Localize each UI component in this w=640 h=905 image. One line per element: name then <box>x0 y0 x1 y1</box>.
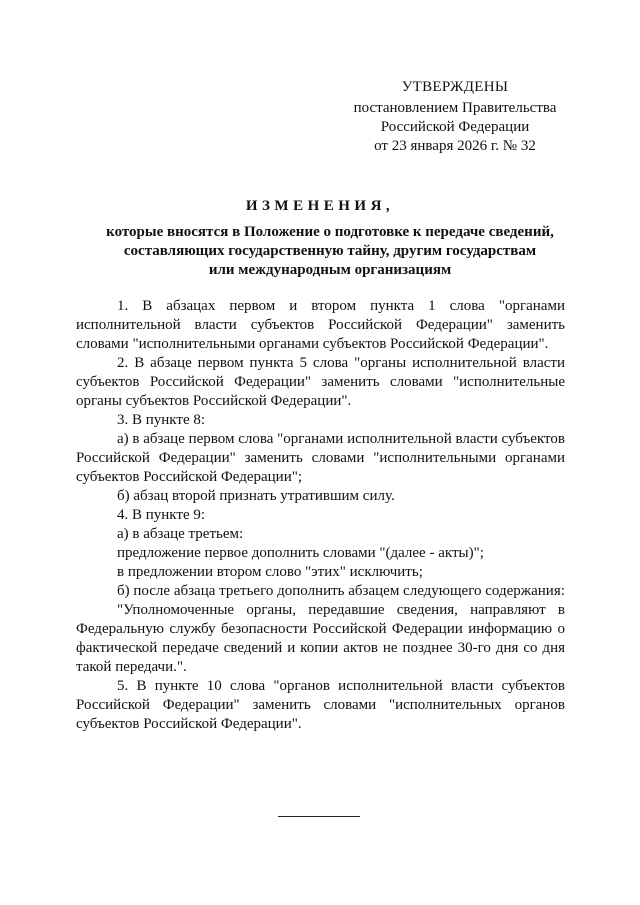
approval-line-resolution: постановлением Правительства <box>353 100 557 116</box>
paragraph-item-2: 2. В абзаце первом пункта 5 слова "органы исполнительной власти субъектов Российской Федерации" заменить словами "исполнительные органы субъектов Российской Федерации". <box>76 355 565 409</box>
paragraph-item-3: 3. В пункте 8: <box>117 412 206 428</box>
closing-divider <box>278 816 360 817</box>
approval-line-government: Российской Федерации <box>380 119 530 135</box>
approval-line-date-number: от 23 января 2026 г. № 32 <box>374 138 536 154</box>
subtitle-line-3: или международным организациям <box>208 262 452 278</box>
document-title: ИЗМЕНЕНИЯ, <box>245 198 395 214</box>
paragraph-item-4a-1: предложение первое дополнить словами "(далее - акты)"; <box>117 545 484 561</box>
paragraph-item-5: 5. В пункте 10 слова "органов исполнительной власти субъектов Российской Федерации" заменить словами "исполнительных органов субъектов Российской Федерации". <box>76 678 565 732</box>
document-subtitle <box>95 223 565 280</box>
paragraph-item-1: 1. В абзацах первом и втором пункта 1 слова "органами исполнительной власти субъектов Российской Федерации" заменить словами "исполнительными органами субъектов Российской Федерации". <box>76 298 565 352</box>
paragraph-item-4a-2: в предложении втором слово "этих" исключить; <box>117 564 423 580</box>
paragraph-item-4a: а) в абзаце третьем: <box>117 526 244 542</box>
subtitle-line-1: которые вносятся в Положение о подготовке к передаче сведений, <box>106 224 554 240</box>
approval-block <box>340 78 570 156</box>
document-body <box>76 297 565 734</box>
paragraph-item-3b: б) абзац второй признать утратившим силу. <box>117 488 395 504</box>
paragraph-item-4b: б) после абзаца третьего дополнить абзацем следующего содержания: <box>117 583 565 599</box>
subtitle-line-2: составляющих государственную тайну, другим государствам <box>123 243 537 259</box>
paragraph-item-3a: а) в абзаце первом слова "органами исполнительной власти субъектов Российской Федерации" заменить словами "исполнительными органами субъектов Российской Федерации"; <box>76 431 565 485</box>
paragraph-item-4: 4. В пункте 9: <box>117 507 206 523</box>
approval-heading: УТВЕРЖДЕНЫ <box>401 79 509 95</box>
paragraph-quoted-text: "Уполномоченные органы, передавшие сведения, направляют в Федеральную службу безопасности Российской Федерации информацию о фактической передаче сведений и копии актов не позднее 30-го дня со дня такой передачи.". <box>76 602 565 675</box>
